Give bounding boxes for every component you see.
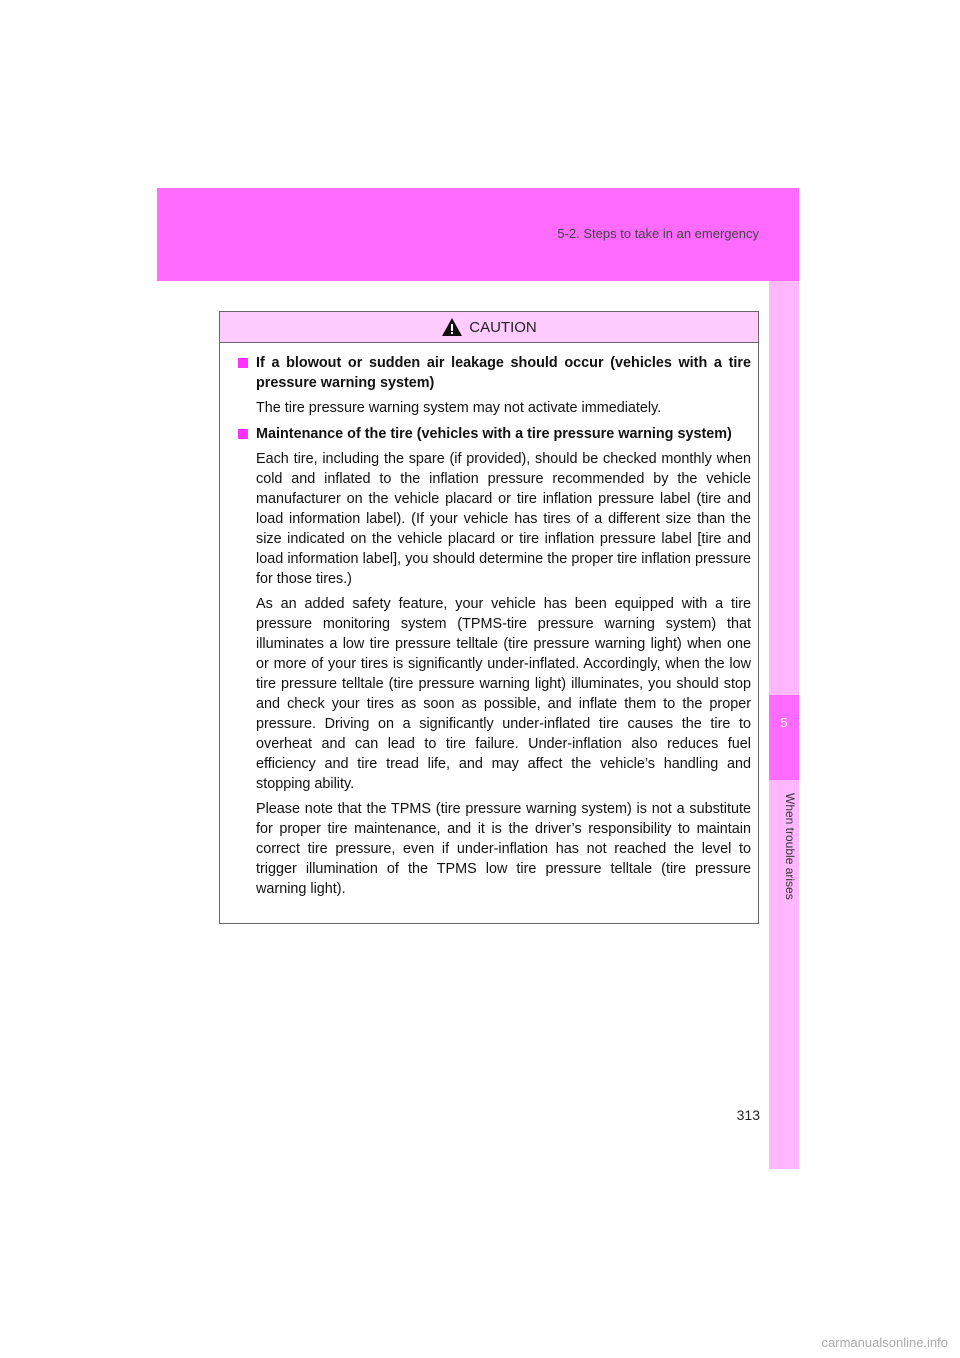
section-heading-text: Maintenance of the tire (vehicles with a tire pressure warning system): [256, 426, 732, 442]
caution-section-blowout: [236, 353, 751, 418]
caution-body: [220, 343, 758, 899]
caution-section-maintenance: [236, 424, 751, 899]
square-bullet-icon: [238, 358, 248, 368]
section-heading: [236, 424, 751, 444]
warning-triangle-icon: [441, 317, 463, 337]
paragraph: The tire pressure warning system may not activate immediately.: [256, 400, 662, 416]
square-bullet-icon: [238, 429, 248, 439]
section-heading: [236, 353, 751, 393]
paragraph: Each tire, including the spare (if provided), should be checked monthly when cold and inflated to the inflation pressure recommended by the vehicle manufacturer on the vehicle placard or tire inflation pressure label (tire and load information label). (If your vehicle has tires of a different size than the size indicated on the vehicle placard or tire inflation pressure label [tire and load information label], you should determine the proper tire inflation pressure for those tires.): [256, 451, 751, 587]
chapter-number: 5: [780, 715, 788, 730]
chapter-label: When trouble arises: [783, 793, 797, 900]
caution-box: [219, 311, 759, 924]
section-heading-text: If a blowout or sudden air leakage should occur (vehicles with a tire pressure warning system): [256, 355, 751, 391]
caution-title: CAUTION: [469, 318, 537, 336]
header-band: [157, 188, 799, 281]
watermark: carmanualsonline.info: [821, 1335, 948, 1350]
page-number: 313: [736, 1107, 760, 1123]
chapter-side-tab[interactable]: [769, 281, 799, 1169]
paragraph: Please note that the TPMS (tire pressure warning system) is not a substitute for proper tire maintenance, and it is the driver’s responsibility to maintain correct tire pressure, even if under-inflation has not reached the level to trigger illumination of the TPMS low tire pressure telltale (tire pressure warning light).: [256, 801, 751, 897]
paragraph: As an added safety feature, your vehicle has been equipped with a tire pressure monitoring system (TPMS-tire pressure warning system) that illuminates a low tire pressure telltale (tire pressure warning light) when one or more of your tires is significantly under-inflated. Accordingly, when the low tire pressure telltale (tire pressure warning light) illuminates, you should stop and check your tires as soon as possible, and inflate them to the proper pressure. Driving on a significantly under-inflated tire causes the tire to overheat and can lead to tire failure. Under-inflation also reduces fuel efficiency and tire tread life, and may affect the vehicle’s handling and stopping ability.: [256, 596, 751, 792]
chapter-tab-active[interactable]: [769, 695, 799, 780]
section-title: 5-2. Steps to take in an emergency: [557, 226, 759, 241]
caution-header: [220, 312, 758, 343]
